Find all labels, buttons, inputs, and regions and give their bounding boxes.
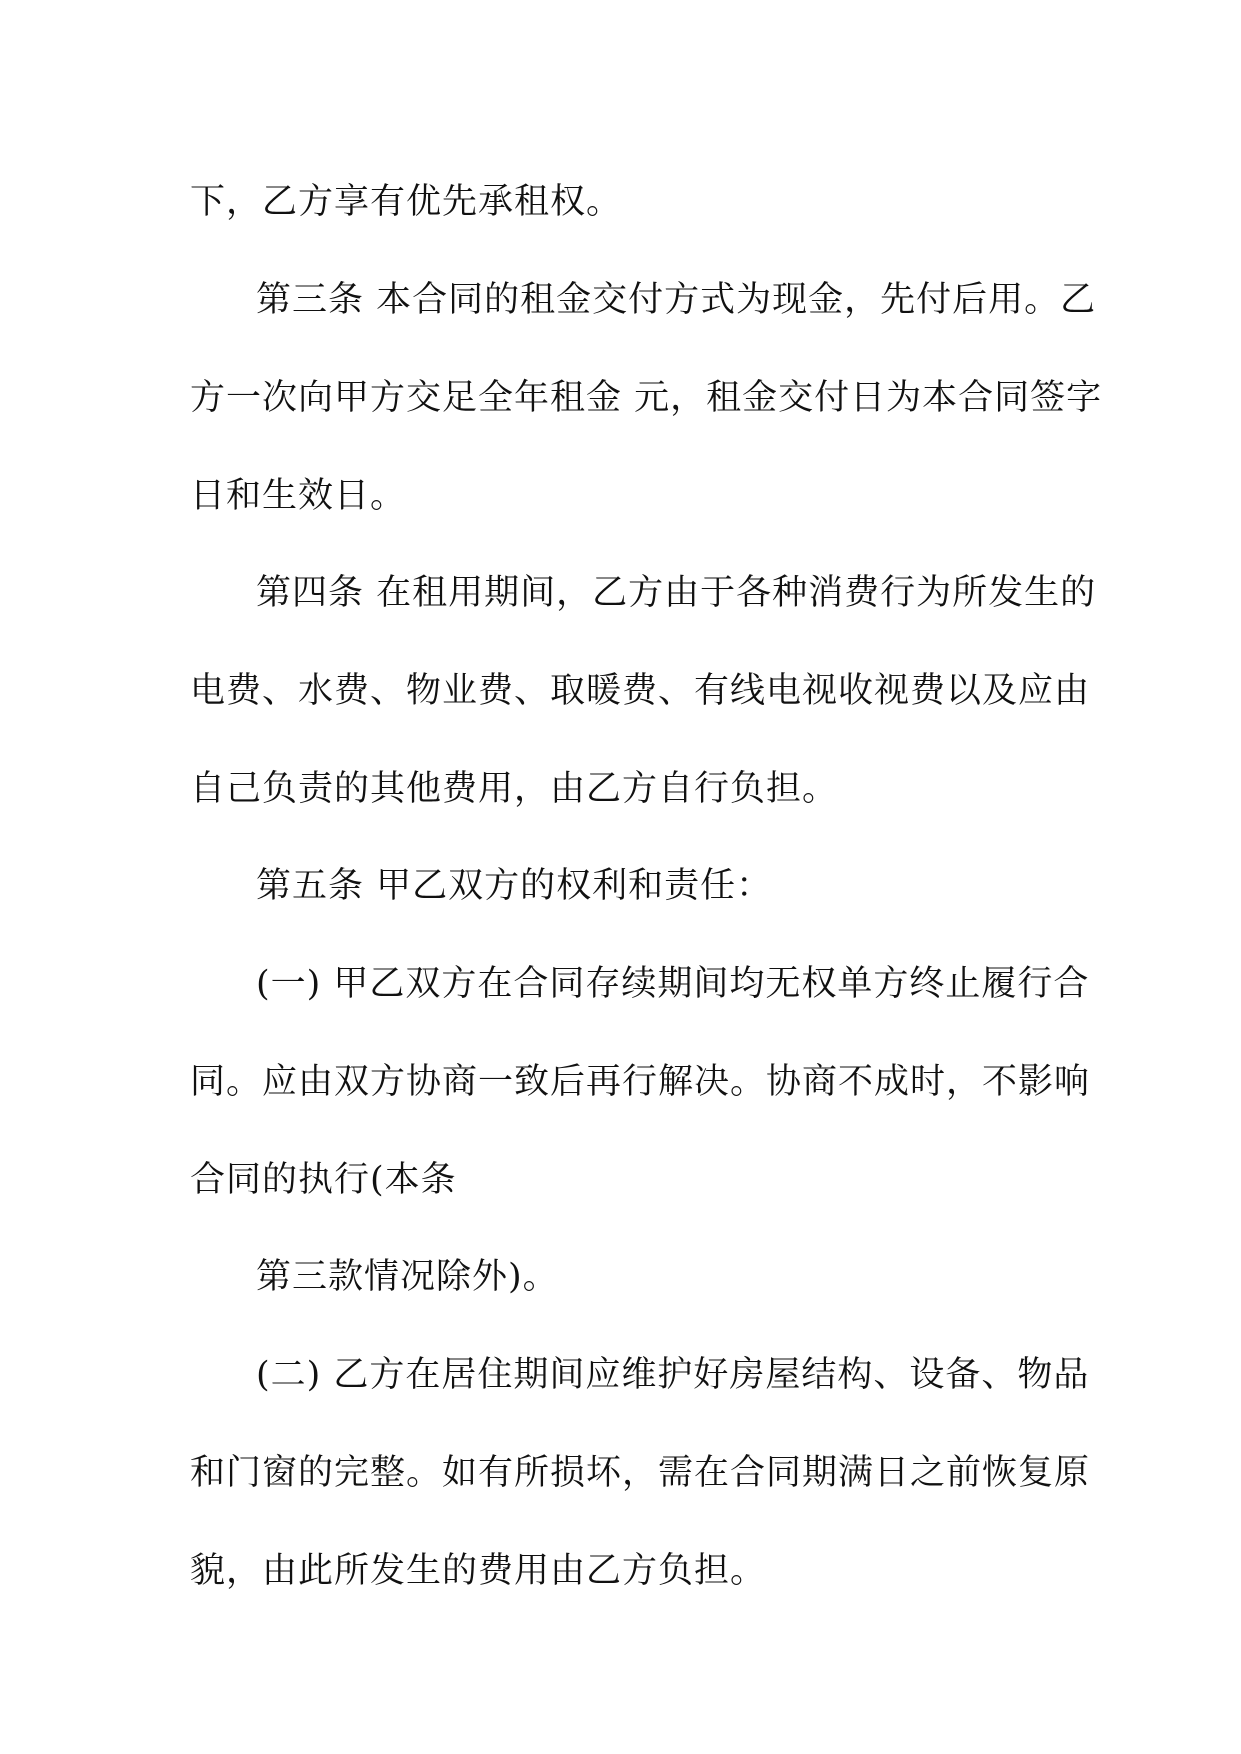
text-line: 自己负责的其他费用，由乙方自行负担。 bbox=[190, 769, 839, 809]
text-line: 第五条 甲乙双方的权利和责任： bbox=[256, 866, 773, 906]
text-line: (一) 甲乙双方在合同存续期间均无权单方终止履行合 bbox=[256, 964, 1090, 1004]
text-line: 日和生效日。 bbox=[190, 476, 407, 516]
text-line: 和门窗的完整。如有所损坏，需在合同期满日之前恢复原 bbox=[190, 1453, 1091, 1493]
text-line: 第三款情况除外)。 bbox=[256, 1257, 559, 1297]
text-line: 同。应由双方协商一致后再行解决。协商不成时，不影响 bbox=[190, 1062, 1091, 1102]
text-line: 貌，由此所发生的费用由乙方负担。 bbox=[190, 1551, 767, 1591]
text-line: 第三条 本合同的租金交付方式为现金，先付后用。乙 bbox=[256, 280, 1097, 320]
text-line: 合同的执行(本条 bbox=[190, 1160, 457, 1200]
text-line: (二) 乙方在居住期间应维护好房屋结构、设备、物品 bbox=[256, 1355, 1090, 1395]
text-line: 第四条 在租用期间，乙方由于各种消费行为所发生的 bbox=[256, 573, 1097, 613]
text-line: 下，乙方享有优先承租权。 bbox=[190, 182, 623, 222]
text-line: 电费、水费、物业费、取暖费、有线电视收视费以及应由 bbox=[190, 671, 1091, 711]
text-line: 方一次向甲方交足全年租金 元，租金交付日为本合同签字 bbox=[190, 378, 1103, 418]
